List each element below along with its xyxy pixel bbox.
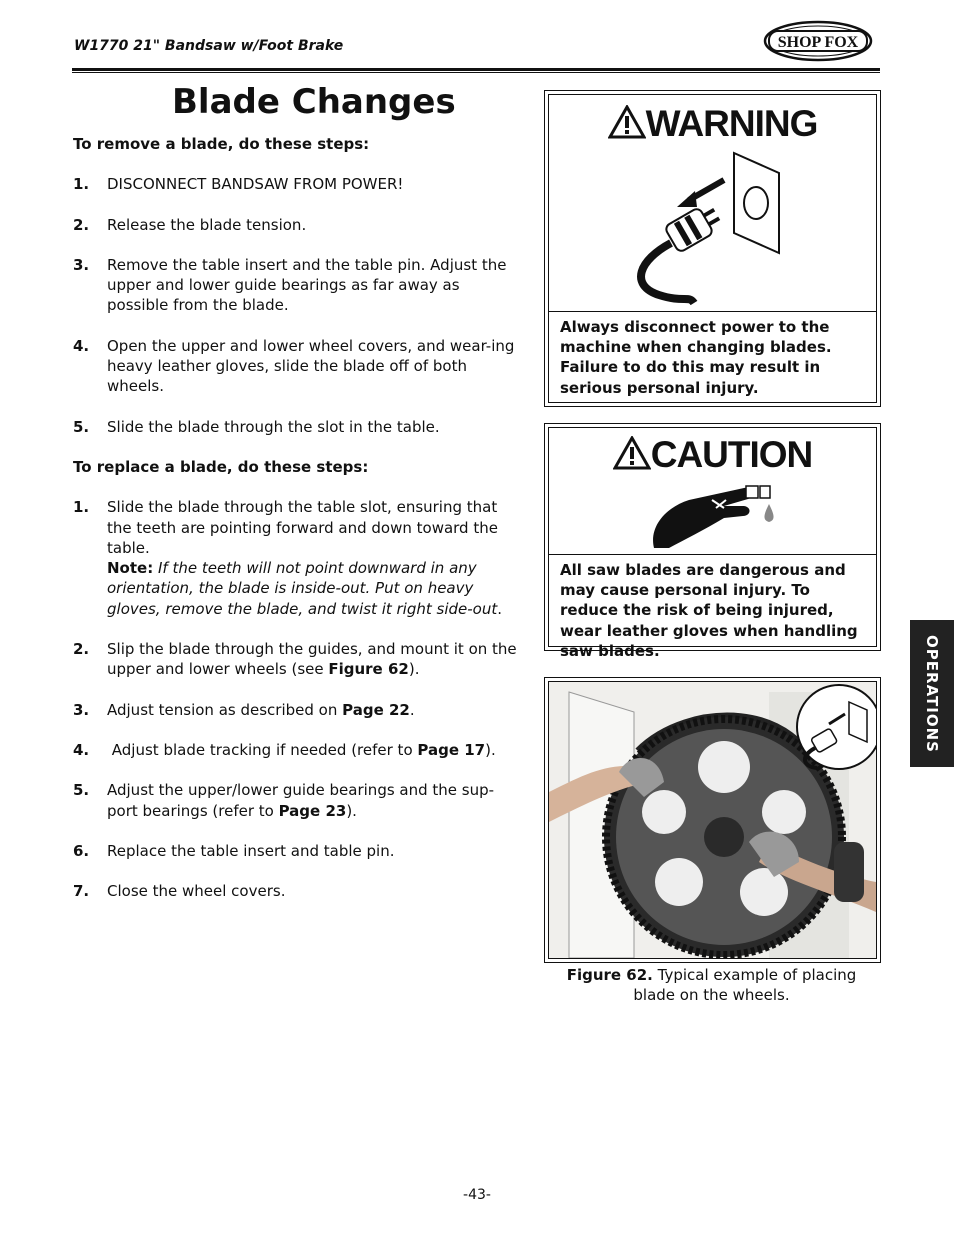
replace-heading: To replace a blade, do these steps: <box>73 457 369 476</box>
logo-text: SHOP FOX <box>777 34 859 51</box>
bandsaw-wheel-illustration <box>549 682 876 958</box>
replace-step: 2. Slip the blade through the guides, and mount it on the upper and lower wheels (see Figure 62). <box>73 640 517 679</box>
instructions-column <box>73 134 523 921</box>
figure-62-photo <box>544 677 881 963</box>
replace-step: 3. Adjust tension as described on Page 22. <box>73 700 415 719</box>
header-rule-thin <box>72 72 880 73</box>
caution-box <box>544 423 881 660</box>
replace-step: 4. Adjust blade tracking if needed (refer to Page 17). <box>73 740 496 759</box>
remove-step: 4. Open the upper and lower wheel covers, and wear-ing heavy leather gloves, slide the blade off of both wheels. <box>73 336 515 396</box>
shop-fox-logo <box>763 20 873 62</box>
figure-caption: Figure 62. Typical example of placing blade on the wheels. <box>566 966 857 1005</box>
replace-step: 5. Adjust the upper/lower guide bearings and the sup-port bearings (refer to Page 23). <box>73 781 495 820</box>
header-rule <box>72 68 880 71</box>
caution-divider <box>549 554 876 555</box>
caution-title: CAUTION <box>549 434 876 476</box>
caution-triangle-icon <box>613 436 651 470</box>
page-number: -43- <box>463 1187 491 1203</box>
remove-step: 3. Remove the table insert and the table pin. Adjust the upper and lower guide bearings as far away as possible from the blade. <box>73 255 507 315</box>
header-title: W1770 21" Bandsaw w/Foot Brake <box>74 38 344 54</box>
page-ref: Page 22 <box>342 700 410 719</box>
remove-step: 5. Slide the blade through the slot in the table. <box>73 417 440 436</box>
cut-hand-icon <box>644 478 784 550</box>
warning-title: WARNING <box>549 103 876 145</box>
replace-step: 1. Slide the blade through the table slot, ensuring that the teeth are pointing forward and down toward the table. Note: If the teeth will not point downward in any orientation, the blade is inside-out. Put on heavy gloves, remove the blade, and twist it right side-out. <box>73 497 523 619</box>
warning-text: Always disconnect power to the machine when changing blades. Failure to do this may result in serious personal injury. <box>560 318 832 397</box>
warning-box <box>544 90 881 407</box>
replace-step: 6. Replace the table insert and table pin. <box>73 841 395 860</box>
page-title: Blade Changes <box>172 82 456 122</box>
page-ref: Page 23 <box>278 801 347 820</box>
remove-heading: To remove a blade, do these steps: <box>73 135 370 153</box>
figure-label: Figure 62. <box>566 966 653 984</box>
remove-step: 2. Release the blade tension. <box>73 215 307 234</box>
figure-ref: Figure 62 <box>328 660 409 679</box>
caution-text: All saw blades are dangerous and may cause personal injury. To reduce the risk of being injured, wear leather gloves when handling saw blades. <box>560 561 858 660</box>
replace-step: 7. Close the wheel covers. <box>73 882 286 901</box>
warning-triangle-icon <box>608 105 646 139</box>
note: Note: If the teeth will not point downward in any orientation, the blade is inside-out. Put on heavy gloves, remove the blade, and twist it right side-out. <box>107 559 503 618</box>
page-ref: Page 17 <box>417 740 486 759</box>
warning-divider <box>549 311 876 312</box>
remove-step: 1. DISCONNECT BANDSAW FROM POWER! <box>73 175 404 194</box>
section-tab: OPERATIONS <box>910 620 954 767</box>
unplug-power-icon <box>609 145 799 310</box>
